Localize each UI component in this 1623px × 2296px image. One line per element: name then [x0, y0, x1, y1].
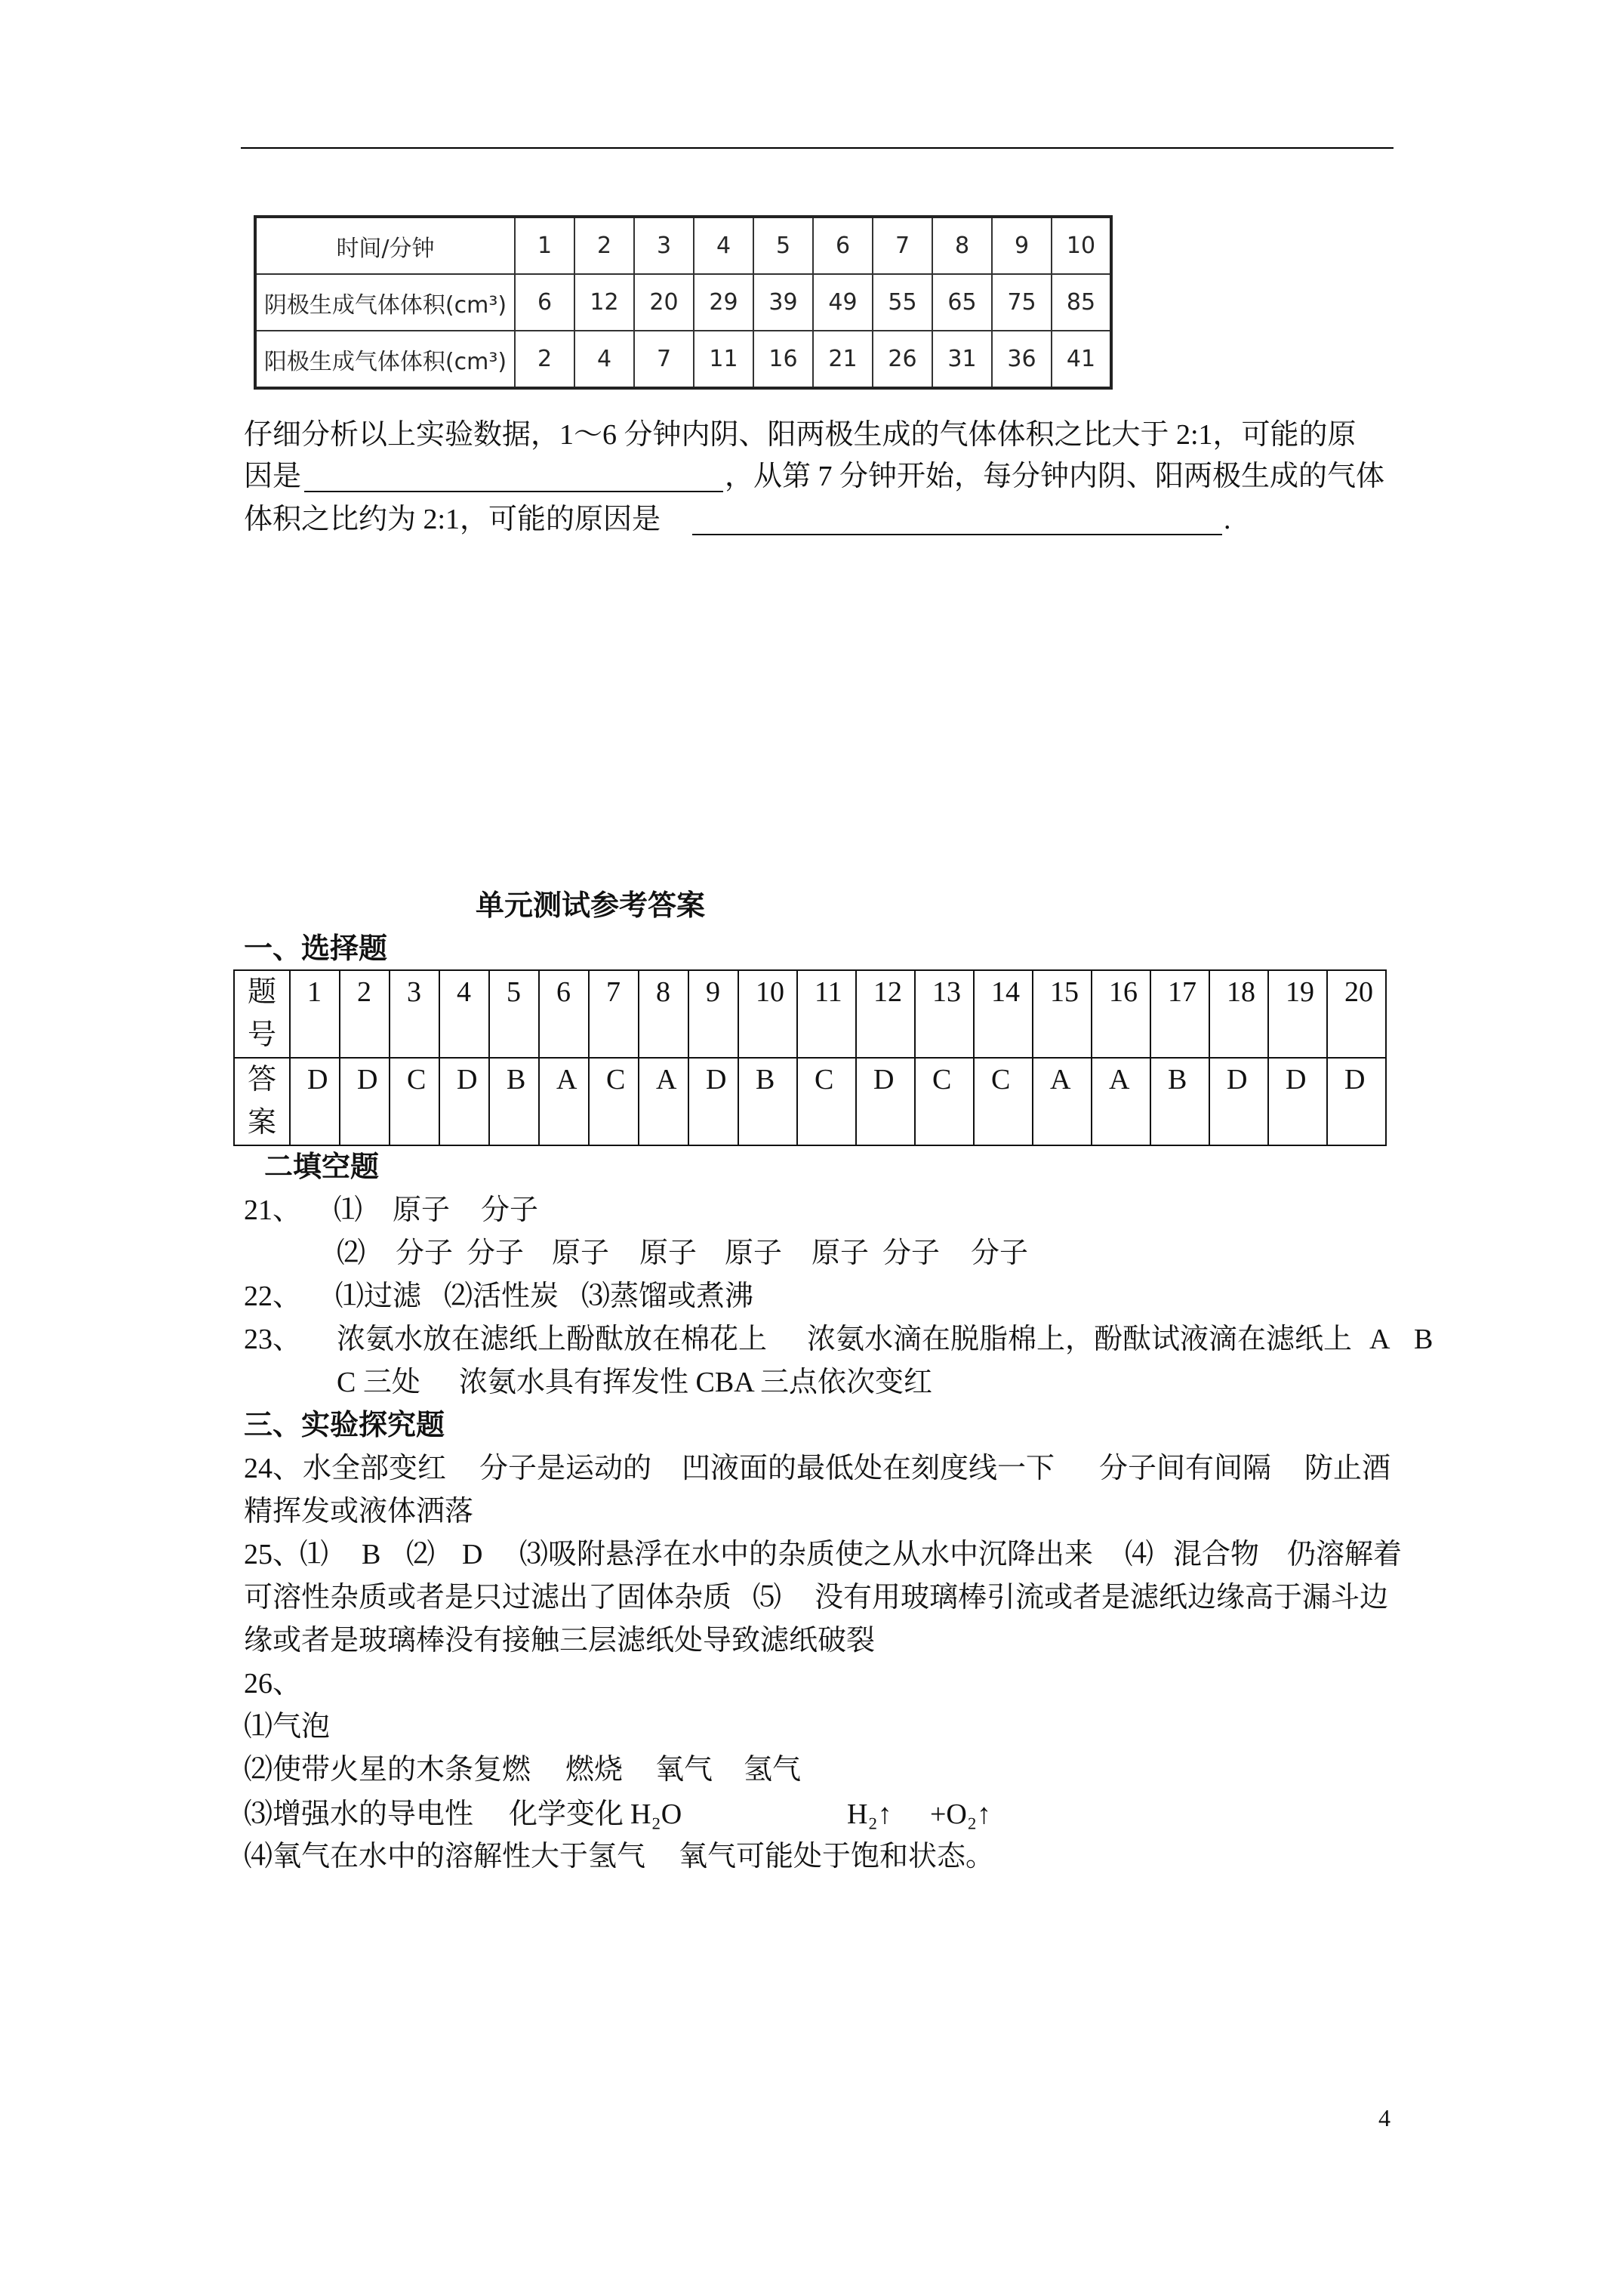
question-number-cell: 13 [915, 970, 974, 1058]
minute-cell: 4 [694, 217, 753, 274]
multiple-choice-heading: 一、选择题 [244, 933, 388, 965]
volume-cell: 16 [753, 331, 813, 388]
answer-text: ⑴气泡 [244, 1711, 331, 1743]
answer-line-q21 [0, 1189, 1623, 1232]
answer-cell: D [1209, 1058, 1268, 1145]
answer-text: 原子 [393, 1194, 451, 1226]
question-line [0, 498, 1623, 541]
answer-blank [692, 498, 1222, 535]
answer-text: ⑶吸附悬浮在水中的杂质使之从水中沉降出来 [519, 1539, 1094, 1570]
answer-text: 精挥发或液体洒落 [244, 1496, 474, 1527]
answer-blank [304, 455, 723, 492]
answer-text: 原子 [552, 1237, 610, 1269]
answer-text: 氧气可能处于饱和状态。 [679, 1841, 995, 1872]
header-rule [241, 147, 1394, 149]
answer-text: 分子 [481, 1194, 539, 1226]
question-text: 因是 [244, 461, 302, 492]
volume-cell: 6 [515, 274, 574, 331]
volume-cell: 2 [515, 331, 574, 388]
answer-line-q21 [0, 1232, 1623, 1275]
answer-cell: A [1092, 1058, 1150, 1145]
answer-line-q22 [0, 1275, 1623, 1318]
answer-cell: D [439, 1058, 489, 1145]
minute-cell: 9 [992, 217, 1052, 274]
answer-row [234, 1058, 1386, 1145]
answer-text: 氢气 [744, 1754, 802, 1786]
electrolysis-table-body [255, 217, 1111, 388]
question-number-cell: 5 [489, 970, 539, 1058]
question-line [0, 455, 1623, 498]
answer-text: 原子 [812, 1237, 870, 1269]
answer-text: B [362, 1539, 381, 1570]
row-label-cell: 阳极生成气体体积(cm³) [255, 331, 515, 388]
answer-line-q23 [0, 1318, 1623, 1361]
volume-cell: 7 [634, 331, 694, 388]
minute-cell: 3 [634, 217, 694, 274]
answer-text: ⑵ [337, 1237, 366, 1269]
table-row [255, 274, 1111, 331]
answer-text: ⑸ [753, 1582, 782, 1613]
answer-label-cell [234, 1058, 290, 1145]
question-number: 22、 [244, 1281, 302, 1312]
question-number-cell: 17 [1150, 970, 1209, 1058]
answer-key-title: 单元测试参考答案 [476, 890, 706, 922]
answer-text: 化学变化 [509, 1798, 624, 1830]
minute-cell: 2 [574, 217, 634, 274]
answer-text: ⑶蒸馏或煮沸 [581, 1281, 754, 1312]
answer-text: ⑵ [406, 1539, 436, 1570]
answer-cell: A [539, 1058, 589, 1145]
answer-text: D [462, 1539, 483, 1570]
answer-line-q24 [0, 1447, 1623, 1490]
answer-cell: A [639, 1058, 688, 1145]
answer-text: 分子间有间隔 [1099, 1453, 1272, 1484]
section-heading-line [0, 1146, 1623, 1189]
minute-cell: 8 [932, 217, 992, 274]
answer-cell: D [1268, 1058, 1327, 1145]
answer-text: 原子 [639, 1237, 698, 1269]
question-number: 24、 [244, 1453, 302, 1484]
answer-text: 分子 [396, 1237, 454, 1269]
answer-line-q25 [0, 1620, 1623, 1663]
answer-line-q24 [0, 1490, 1623, 1533]
answer-cell: D [688, 1058, 738, 1145]
question-number-cell: 1 [290, 970, 340, 1058]
question-line [0, 414, 1623, 457]
answer-text: 混合物 [1173, 1539, 1260, 1570]
volume-cell: 4 [574, 331, 634, 388]
answer-text: 水全部变红 [303, 1453, 447, 1484]
answer-text: 浓氨水滴在脱脂棉上，酚酞试液滴在滤纸上 [807, 1324, 1353, 1355]
volume-cell: 41 [1052, 331, 1111, 388]
answer-cell: C [974, 1058, 1033, 1145]
question-number-cell: 6 [539, 970, 589, 1058]
volume-cell: 65 [932, 274, 992, 331]
question-number-cell: 3 [390, 970, 439, 1058]
question-number: 21、 [244, 1194, 302, 1226]
answer-text: 缘或者是玻璃棒没有接触三层滤纸处导致滤纸破裂 [244, 1625, 876, 1657]
answer-text: 分子是运动的 [479, 1453, 652, 1484]
answer-text: C 三处 [337, 1367, 420, 1398]
table-header-row [255, 217, 1111, 274]
question-number-cell: 4 [439, 970, 489, 1058]
minute-cell: 7 [873, 217, 932, 274]
question-text: . [1224, 504, 1231, 535]
answer-cell: D [1327, 1058, 1386, 1145]
electrolysis-data-table [254, 215, 1113, 390]
question-number-cell: 9 [688, 970, 738, 1058]
answer-line-q26 [0, 1835, 1623, 1878]
chemical-formula: H₂O [630, 1798, 682, 1830]
answer-label-char: 答 [247, 1064, 276, 1096]
question-text: 体积之比约为 2:1，可能的原因是 [244, 504, 661, 535]
answer-cell: B [1150, 1058, 1209, 1145]
question-text: 仔细分析以上实验数据，1～6 分钟内阴、阳两极生成的气体体积之比大于 2:1，可能的原 [244, 419, 1357, 451]
volume-cell: 29 [694, 274, 753, 331]
question-number-cell: 18 [1209, 970, 1268, 1058]
answer-text: 浓氨水放在滤纸上酚酞放在棉花上 [337, 1324, 768, 1355]
row-label-cell: 阴极生成气体体积(cm³) [255, 274, 515, 331]
answer-text: 凹液面的最低处在刻度线一下 [682, 1453, 1055, 1484]
question-number: 23、 [244, 1324, 302, 1355]
question-number: 26、 [244, 1668, 302, 1700]
answer-text: 原子 [725, 1237, 783, 1269]
table-row [255, 331, 1111, 388]
answer-text: 浓氨水具有挥发性 CBA 三点依次变红 [459, 1367, 933, 1398]
answer-text: 没有用玻璃棒引流或者是滤纸边缘高于漏斗边 [815, 1582, 1389, 1613]
answer-line-q26 [0, 1706, 1623, 1749]
multiple-choice-answer-table [233, 969, 1387, 1146]
volume-cell: 11 [694, 331, 753, 388]
answer-text: ⑴ [334, 1194, 363, 1226]
minute-cell: 6 [813, 217, 873, 274]
answer-cell: C [390, 1058, 439, 1145]
chemical-formula: H₂↑ [847, 1798, 892, 1830]
answer-cell: D [340, 1058, 390, 1145]
minute-cell: 1 [515, 217, 574, 274]
volume-cell: 39 [753, 274, 813, 331]
multiple-choice-table-body [234, 970, 1386, 1145]
minute-cell: 10 [1052, 217, 1111, 274]
question-number-cell: 8 [639, 970, 688, 1058]
experiment-heading: 三、实验探究题 [244, 1410, 445, 1441]
volume-cell: 31 [932, 331, 992, 388]
answer-cell: D [290, 1058, 340, 1145]
question-number: 25、 [244, 1539, 302, 1570]
answer-line-q26 [0, 1663, 1623, 1706]
question-number-cell: 2 [340, 970, 390, 1058]
question-text: ，从第 7 分钟开始，每分钟内阴、阳两极生成的气体 [725, 461, 1385, 492]
answer-text: ⑵使带火星的木条复燃 [244, 1754, 531, 1786]
page-number: 4 [1378, 2104, 1390, 2131]
question-number-label-cell [234, 970, 290, 1058]
answer-cell: D [856, 1058, 915, 1145]
volume-cell: 75 [992, 274, 1052, 331]
volume-cell: 85 [1052, 274, 1111, 331]
volume-cell: 55 [873, 274, 932, 331]
question-number-cell: 10 [738, 970, 797, 1058]
answer-text: ⑷氧气在水中的溶解性大于氢气 [244, 1841, 646, 1872]
answer-cell: A [1033, 1058, 1092, 1145]
answer-text: ⑴ [300, 1539, 329, 1570]
answer-line-q26 [0, 1793, 1623, 1836]
answer-text: B [1414, 1324, 1434, 1355]
question-number-row [234, 970, 1386, 1058]
volume-cell: 26 [873, 331, 932, 388]
question-number-label-char: 号 [247, 1019, 276, 1051]
answer-text: 仍溶解着 [1287, 1539, 1403, 1570]
time-header-cell: 时间/分钟 [255, 217, 515, 274]
answer-text: ⑵活性炭 [444, 1281, 559, 1312]
answer-text: 分子 [882, 1237, 941, 1269]
volume-cell: 49 [813, 274, 873, 331]
answer-text: 防止酒 [1304, 1453, 1391, 1484]
question-number-cell: 12 [856, 970, 915, 1058]
question-number-label-char: 题 [247, 976, 276, 1008]
volume-cell: 36 [992, 331, 1052, 388]
answer-line-q26 [0, 1749, 1623, 1792]
answer-cell: C [589, 1058, 639, 1145]
answer-label-char: 案 [247, 1107, 276, 1139]
volume-cell: 21 [813, 331, 873, 388]
minute-cell: 5 [753, 217, 813, 274]
volume-cell: 12 [574, 274, 634, 331]
answer-text: 分子 [971, 1237, 1029, 1269]
volume-cell: 20 [634, 274, 694, 331]
section-heading-line [0, 1404, 1623, 1447]
answer-key-title-line [0, 885, 1623, 928]
question-number-cell: 19 [1268, 970, 1327, 1058]
question-number-cell: 20 [1327, 970, 1386, 1058]
answer-text: ⑷ [1125, 1539, 1154, 1570]
answer-text: 燃烧 [565, 1754, 624, 1786]
fill-in-heading: 二填空题 [264, 1151, 380, 1183]
question-number-cell: 14 [974, 970, 1033, 1058]
answer-text: 可溶性杂质或者是只过滤出了固体杂质 [244, 1582, 732, 1613]
answer-text: A [1369, 1324, 1390, 1355]
answer-cell: B [489, 1058, 539, 1145]
answer-line-q25 [0, 1576, 1623, 1620]
answer-cell: B [738, 1058, 797, 1145]
answer-cell: C [797, 1058, 856, 1145]
question-number-cell: 16 [1092, 970, 1150, 1058]
answer-line-q23 [0, 1361, 1623, 1404]
chemical-formula: +O₂↑ [930, 1798, 992, 1830]
answer-text: 氧气 [655, 1754, 713, 1786]
question-number-cell: 15 [1033, 970, 1092, 1058]
answer-text: ⑴过滤 [335, 1281, 422, 1312]
answer-line-q25 [0, 1533, 1623, 1576]
answer-text: ⑶增强水的导电性 [244, 1798, 474, 1830]
question-number-cell: 11 [797, 970, 856, 1058]
section-heading-line [0, 928, 1623, 971]
question-number-cell: 7 [589, 970, 639, 1058]
answer-cell: C [915, 1058, 974, 1145]
answer-text: 分子 [467, 1237, 525, 1269]
